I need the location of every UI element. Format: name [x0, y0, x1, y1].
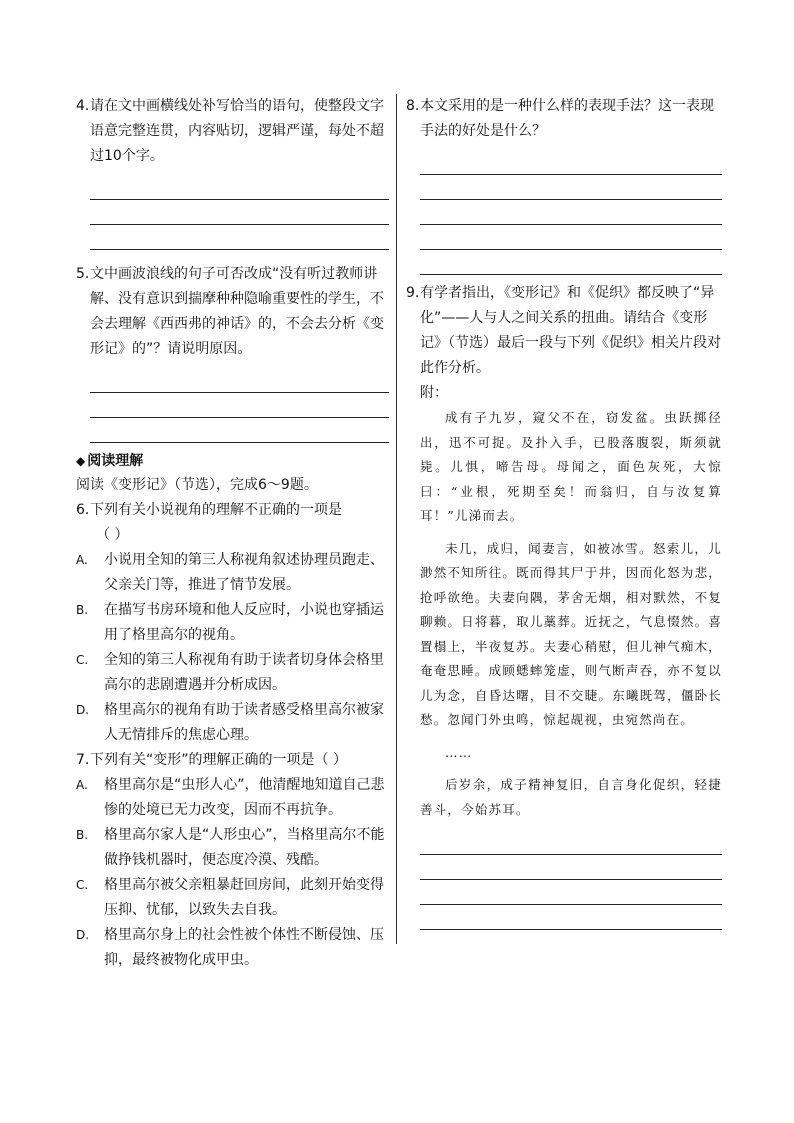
- answer-line[interactable]: [90, 175, 389, 200]
- question-number: 6.: [76, 502, 90, 518]
- question-number: 5.: [76, 266, 90, 282]
- answer-line[interactable]: [420, 250, 722, 275]
- answer-line[interactable]: [90, 418, 389, 443]
- option-text: 格里高尔身上的社会性被个体性不断侵蚀、压抑，最终被物化成甲虫。: [104, 927, 384, 968]
- diamond-icon: ◆: [76, 454, 86, 468]
- excerpt-paragraph: 成有子九岁，窥父不在，窃发盆。虫跃掷径出，迅不可捉。及扑入手，已股落腹裂，斯须就毙。儿惧，啼告母。母闻之，面色灰死，大惊曰：“业根，死期至矣！而翁归，自与汝复算耳！”儿涕而去。: [420, 410, 722, 523]
- option-mark: A.: [76, 778, 88, 792]
- answer-blank[interactable]: （ ）: [96, 527, 129, 543]
- answer-lines-q9: [406, 830, 722, 930]
- question-stem: 下列有关“变形”的理解正确的一项是（ ）: [90, 752, 347, 768]
- option-mark: C.: [76, 653, 89, 667]
- question-4: [76, 94, 389, 169]
- answer-line[interactable]: [420, 830, 722, 855]
- question-9: [406, 281, 722, 381]
- answer-lines-q4: [76, 175, 389, 250]
- section-title: 阅读理解: [87, 453, 144, 469]
- answer-line[interactable]: [420, 175, 722, 200]
- option-text: 格里高尔是“虫形人心”，他清醒地知道自己悲惨的处境已无力改变，因而不再抗争。: [104, 777, 385, 818]
- answer-lines-q8: [406, 150, 722, 275]
- appendix-excerpt: [406, 406, 722, 822]
- answer-line[interactable]: [90, 225, 389, 250]
- option-c: [76, 873, 389, 923]
- question-text: 本文采用的是一种什么样的表现手法？这一表现手法的好处是什么？: [420, 98, 714, 139]
- section-heading: [76, 449, 389, 473]
- excerpt-paragraph: 后岁余，成子精神复旧，自言身化促织，轻捷善斗，今始苏耳。: [420, 777, 722, 817]
- option-text: 格里高尔家人是“人形虫心”，当格里高尔不能做挣钱机器时，便态度冷漠、残酷。: [104, 827, 385, 868]
- question-8: [406, 94, 722, 144]
- option-d: [76, 698, 389, 748]
- answer-line[interactable]: [420, 150, 722, 175]
- answer-line[interactable]: [90, 200, 389, 225]
- question-number: 9.: [406, 285, 420, 301]
- question-number: 8.: [406, 98, 420, 114]
- option-text: 格里高尔被父亲粗暴赶回房间，此刻开始变得压抑、忧郁，以致失去自我。: [104, 877, 384, 918]
- answer-line[interactable]: [420, 880, 722, 905]
- section-intro: 阅读《变形记》（节选），完成6～9题。: [76, 477, 318, 493]
- question-stem: 下列有关小说视角的理解不正确的一项是: [90, 502, 342, 518]
- answer-line[interactable]: [90, 368, 389, 393]
- option-text: 小说用全知的第三人称视角叙述协理员跑走、父亲关门等，推进了情节发展。: [104, 552, 384, 593]
- answer-lines-q5: [76, 368, 389, 443]
- question-5: [76, 262, 389, 362]
- option-c: [76, 648, 389, 698]
- question-text: 文中画波浪线的句子可否改成“没有听过教师讲解、没有意识到揣摩种种隐喻重要性的学生，不会去理解《西西弗的神话》的，不会去分析《变形记》的”？请说明原因。: [90, 266, 384, 357]
- left-column: [76, 94, 389, 973]
- option-a: [76, 548, 389, 598]
- question-number: 4.: [76, 98, 90, 114]
- excerpt-paragraph: 未几，成归，闻妻言，如被冰雪。怒索儿，儿渺然不知所往。既而得其尸于井，因而化怒为悲，抢呼欲绝。夫妻向隅，茅舍无烟，相对默然，不复聊赖。日将暮，取儿藁葬。近抚之，气息惙然。喜置榻上，半夜复苏。夫妻心稍慰，但儿神气痴木，奄奄思睡。成顾蟋蟀笼虚，则气断声吞，亦不复以儿为念，自昏达曙，目不交睫。东曦既驾，僵卧长愁。忽闻门外虫鸣，惊起觇视，虫宛然尚在。: [420, 540, 722, 727]
- excerpt-ellipsis: ……: [445, 744, 473, 760]
- right-column: [406, 94, 722, 930]
- answer-line[interactable]: [420, 855, 722, 880]
- answer-line[interactable]: [420, 905, 722, 930]
- option-mark: B.: [76, 828, 89, 842]
- option-mark: D.: [76, 928, 90, 942]
- option-d: [76, 923, 389, 973]
- appendix-label: 附：: [420, 385, 448, 401]
- question-text: 有学者指出，《变形记》和《促织》都反映了“异化”——人与人之间关系的扭曲。请结合《变形记》（节选）最后一段与下列《促织》相关片段对此作分析。: [420, 285, 721, 376]
- question-6: [76, 498, 389, 548]
- option-a: [76, 773, 389, 823]
- option-b: [76, 823, 389, 873]
- option-text: 在描写书房环境和他人反应时，小说也穿插运用了格里高尔的视角。: [104, 602, 384, 643]
- option-mark: D.: [76, 703, 90, 717]
- answer-line[interactable]: [420, 200, 722, 225]
- answer-line[interactable]: [90, 393, 389, 418]
- option-text: 全知的第三人称视角有助于读者切身体会格里高尔的悲剧遭遇并分析成因。: [104, 652, 384, 693]
- question-7: [76, 748, 389, 773]
- option-b: [76, 598, 389, 648]
- question-number: 7.: [76, 752, 90, 768]
- option-mark: B.: [76, 603, 89, 617]
- option-mark: C.: [76, 878, 89, 892]
- question-text: 请在文中画横线处补写恰当的语句，使整段文字语意完整连贯，内容贴切，逻辑严谨，每处不超过10个字。: [90, 98, 384, 164]
- option-mark: A.: [76, 553, 88, 567]
- column-divider: [396, 94, 397, 944]
- answer-line[interactable]: [420, 225, 722, 250]
- option-text: 格里高尔的视角有助于读者感受格里高尔被家人无情排斥的焦虑心理。: [104, 702, 384, 743]
